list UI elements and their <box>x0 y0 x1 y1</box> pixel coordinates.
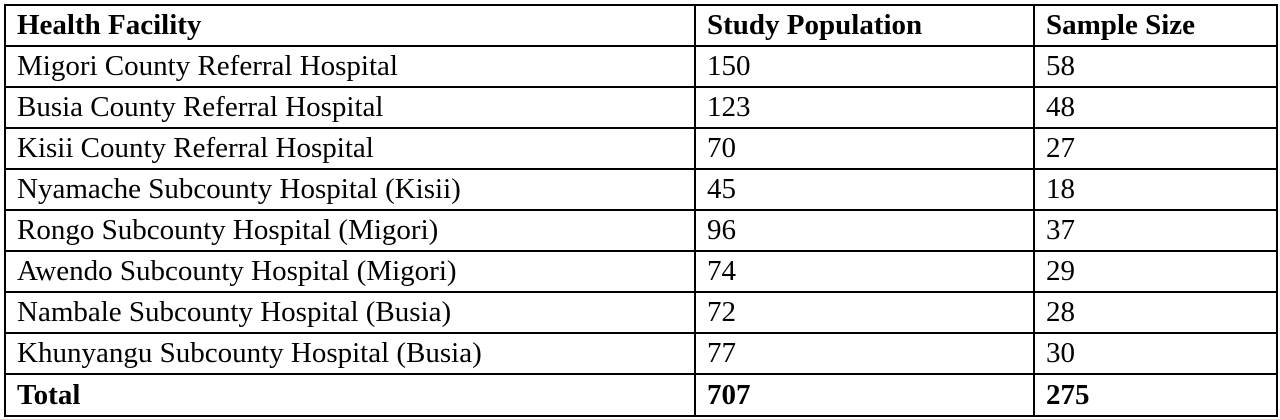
table-row <box>5 169 1277 210</box>
facility-cell: Khunyangu Subcounty Hospital (Busia) <box>5 333 695 374</box>
population-cell: 77 <box>695 333 1034 374</box>
facility-cell: Migori County Referral Hospital <box>5 46 695 87</box>
population-cell: 70 <box>695 128 1034 169</box>
sample-cell: 28 <box>1034 292 1277 333</box>
total-population: 707 <box>695 374 1034 416</box>
table-row <box>5 87 1277 128</box>
total-sample: 275 <box>1034 374 1277 416</box>
header-health-facility: Health Facility <box>5 5 695 46</box>
table-row <box>5 46 1277 87</box>
facility-cell: Awendo Subcounty Hospital (Migori) <box>5 251 695 292</box>
population-cell: 45 <box>695 169 1034 210</box>
table-row <box>5 128 1277 169</box>
sample-cell: 30 <box>1034 333 1277 374</box>
total-label: Total <box>5 374 695 416</box>
sample-cell: 48 <box>1034 87 1277 128</box>
table-row <box>5 210 1277 251</box>
facility-cell: Kisii County Referral Hospital <box>5 128 695 169</box>
population-cell: 150 <box>695 46 1034 87</box>
sample-cell: 37 <box>1034 210 1277 251</box>
sample-cell: 27 <box>1034 128 1277 169</box>
population-cell: 74 <box>695 251 1034 292</box>
header-sample-size: Sample Size <box>1034 5 1277 46</box>
health-facility-table <box>4 4 1278 417</box>
table-row <box>5 292 1277 333</box>
sample-cell: 58 <box>1034 46 1277 87</box>
facility-cell: Rongo Subcounty Hospital (Migori) <box>5 210 695 251</box>
population-cell: 96 <box>695 210 1034 251</box>
population-cell: 72 <box>695 292 1034 333</box>
total-row <box>5 374 1277 416</box>
sample-cell: 29 <box>1034 251 1277 292</box>
table-row <box>5 251 1277 292</box>
facility-cell: Busia County Referral Hospital <box>5 87 695 128</box>
facility-cell: Nyamache Subcounty Hospital (Kisii) <box>5 169 695 210</box>
table-row <box>5 333 1277 374</box>
sample-cell: 18 <box>1034 169 1277 210</box>
header-study-population: Study Population <box>695 5 1034 46</box>
population-cell: 123 <box>695 87 1034 128</box>
header-row <box>5 5 1277 46</box>
facility-cell: Nambale Subcounty Hospital (Busia) <box>5 292 695 333</box>
